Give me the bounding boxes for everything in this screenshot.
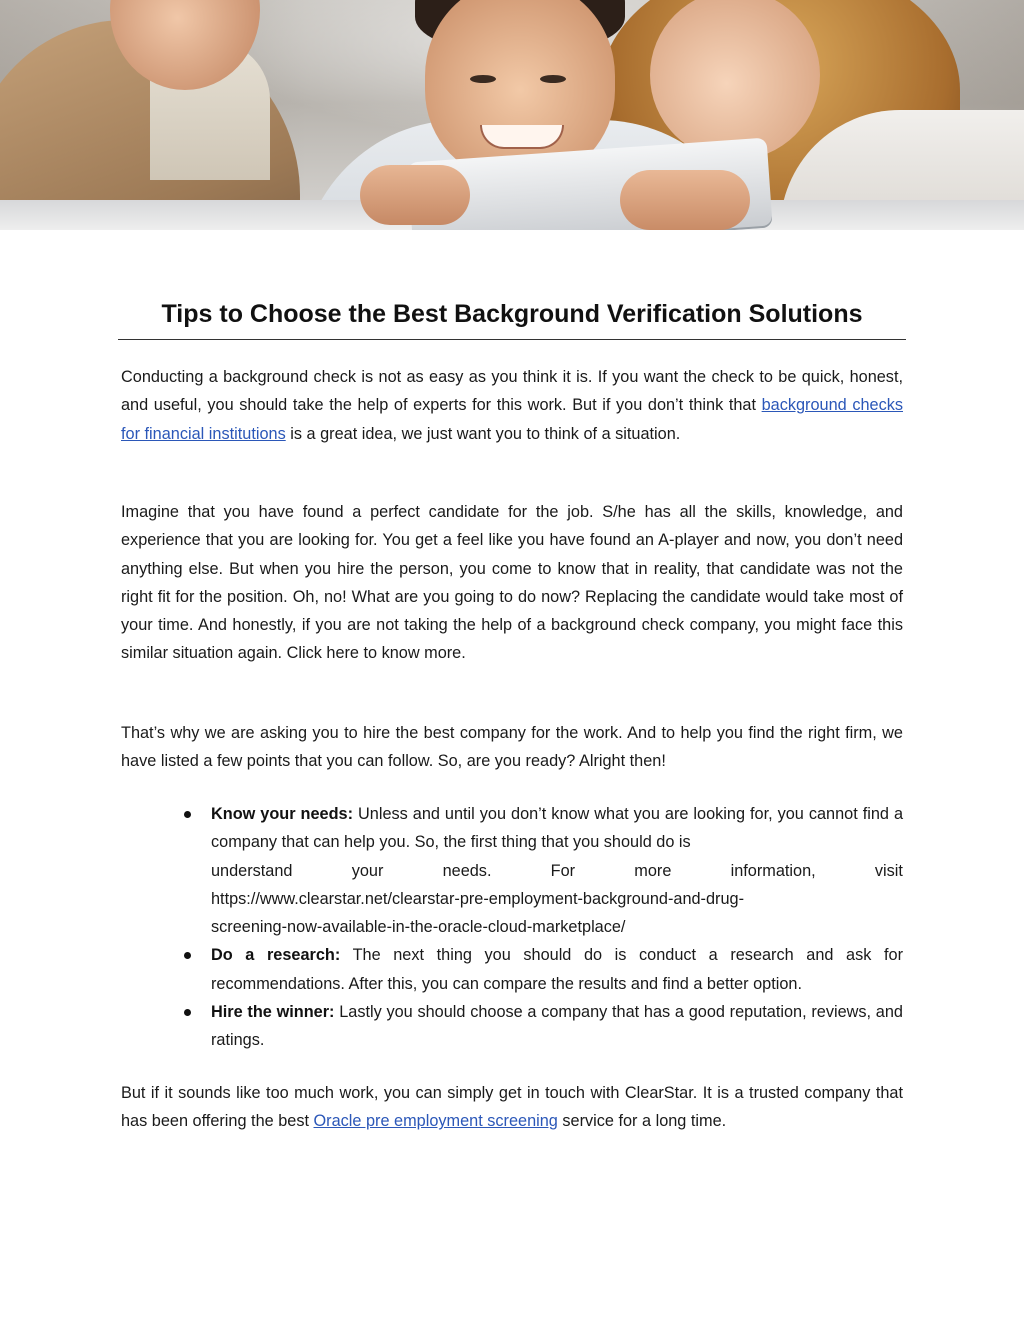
document-title: Tips to Choose the Best Background Verification Solutions [161,300,863,328]
paragraph-scenario: Imagine that you have found a perfect candidate for the job. S/he has all the skills, knowledge, and experience that you are looking for. You get a feel like you have found an A-player and now, you don’t need anything else. But when you hire the person, you come to know that in reality, that candidate was not the right fit for the position. Oh, no! What are you going to do now? Replacing the candidate would take most of your time. And honestly, if you are not taking the help of a background check company, you might face this similar situation again. Click here to know more. [121,503,903,663]
paragraph-intro-text-1: Conducting a background check is not as easy as you think it is. If you want the check to be quick, honest, and useful, you should take the help of experts for this work. But if you don’t think that [121,368,903,415]
bullet-dot-icon [184,811,191,818]
list-item [184,998,903,1055]
paragraph-why: That’s why we are asking you to hire the best company for the work. And to help you find the right firm, we have listed a few points that you can follow. So, are you ready? Alright then! [121,724,903,771]
paragraph-intro [121,363,903,448]
list-item [184,941,903,998]
oracle-screening-link[interactable]: Oracle pre employment screening [313,1112,558,1131]
paragraph-closing [121,1079,903,1136]
paragraph-closing-text-1: But if it sounds like too much work, you can simply get in touch with ClearStar. It is a trusted company that has been offering the best [121,1084,903,1131]
background-checks-link[interactable]: background checks for financial institutions [121,396,903,443]
photo-hand-left [360,165,470,225]
bullet-spread-line [211,857,903,885]
tips-list [184,800,903,1055]
photo-eye-left [470,75,496,83]
bullet-dot-icon [184,1009,191,1016]
spread-word: information, [730,861,816,880]
bullet-url-line-1: https://www.clearstar.net/clearstar-pre-employment-background-and-drug- [211,889,744,908]
bullet-heading: Do a research: [211,946,341,965]
bullet-text: The next thing you should do is conduct a research and ask for recommendations. After this, you can compare the results and find a better option. [211,946,903,993]
header-photo [0,0,1024,230]
photo-eye-right [540,75,566,83]
paragraph-intro-text-2: is a great idea, we just want you to think of a situation. [285,424,681,443]
bullet-heading: Know your needs: [211,805,354,823]
title-divider [118,339,906,340]
bullet-url-line-2: screening-now-available-in-the-oracle-cloud-marketplace/ [211,918,626,937]
photo-hand-right [620,170,750,230]
spread-word: more [634,861,672,880]
bullet-dot-icon [184,952,191,959]
spread-word: needs. [442,861,492,880]
list-item [184,800,903,941]
bullet-text: Lastly you should choose a company that has a good reputation, reviews, and ratings. [211,1003,903,1050]
bullet-text: Unless and until you don’t know what you are looking for, you cannot find a company that can help you. So, the first thing that you should do is [211,805,903,852]
spread-word: visit [874,861,903,880]
bullet-heading: Hire the winner: [211,1003,335,1022]
paragraph-closing-text-2: service for a long time. [557,1112,727,1131]
spread-word: For [550,861,576,880]
photo-smile [480,125,564,149]
spread-word: your [351,861,384,880]
spread-word: understand [211,861,293,880]
